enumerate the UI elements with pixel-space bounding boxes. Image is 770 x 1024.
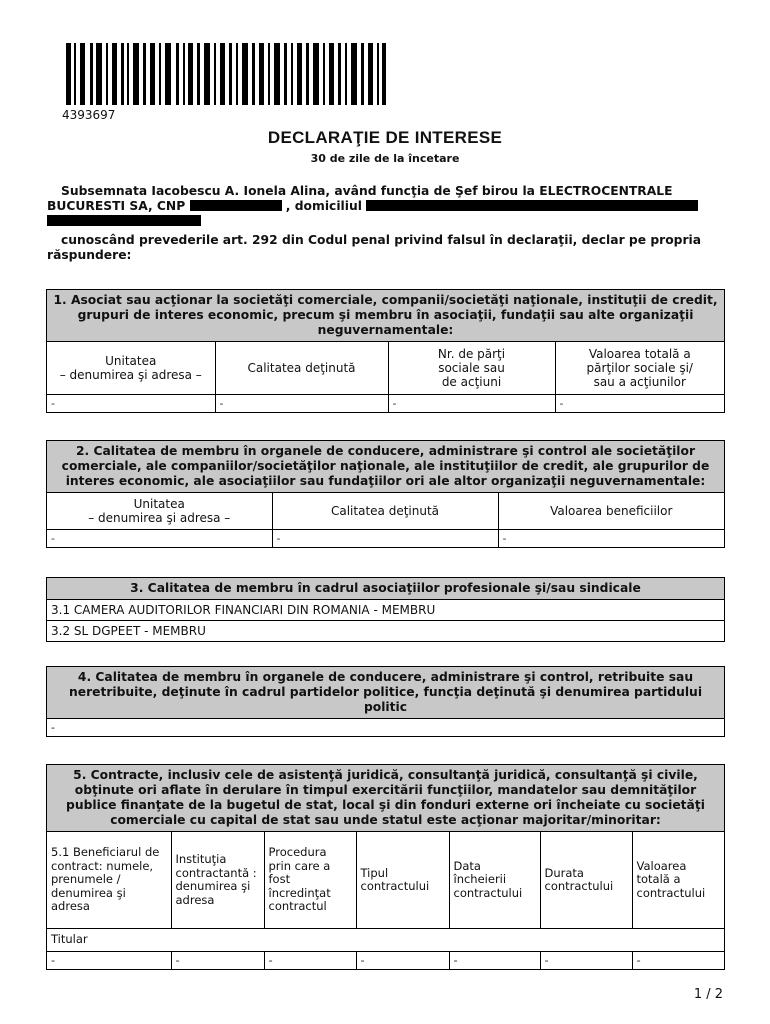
section-2-title: 2. Calitatea de membru în organele de conducere, administrare şi control ale societăţilor comerciale, ale companiilor/societăţilor naţionale, ale instituţiilor de credit, ale grupurilor de interes economic, ale asociaţiilor sau fundaţiilor ori ale altor organizaţii neguvernamentale: (47, 441, 724, 493)
s1-header-value-l2: părţilor sociale şi/ (586, 361, 693, 375)
s1-header-shares-l1: Nr. de părţi (437, 347, 506, 361)
s1-header-unit-l1: Unitatea (105, 354, 157, 368)
section-3 (46, 577, 725, 642)
s5-cell: - (632, 952, 724, 970)
section-2-table (47, 493, 724, 547)
s2-header-unit-l2: – denumirea şi adresa – (88, 511, 231, 525)
s1-cell: - (47, 395, 215, 413)
section-5-table (47, 832, 724, 969)
s5-cell: - (540, 952, 632, 970)
section-1 (46, 289, 725, 413)
redacted-address (366, 200, 698, 211)
s2-cell: - (47, 530, 272, 548)
s2-cell: - (498, 530, 724, 548)
s2-header-benefits: Valoarea beneficiilor (498, 493, 724, 530)
barcode-number: 4393697 (62, 108, 116, 122)
s2-cell: - (272, 530, 498, 548)
s5-titular-row: Titular (47, 929, 724, 952)
redacted-address-cont (47, 215, 201, 226)
s5-header-date: Data încheierii contractului (449, 832, 540, 929)
intro-line-3 (47, 214, 727, 229)
s2-header-unit-l1: Unitatea (133, 497, 185, 511)
s5-header-value: Valoarea totală a contractului (632, 832, 724, 929)
s5-header-type: Tipul contractului (356, 832, 449, 929)
s5-cell: - (171, 952, 264, 970)
s3-row: 3.2 SL DGPEET - MEMBRU (47, 620, 724, 641)
document-subtitle: 30 de zile de la încetare (310, 152, 460, 165)
section-5-title: 5. Contracte, inclusiv cele de asistenţă juridică, consultanţă juridică, consultanţă şi civile, obţinute ori aflate în derulare în timpul exercitării funcţiilor, mandatelor sau demnităţilor publice finanţate de la bugetul de stat, local şi din fonduri externe ori încheiate cu societăţi comerciale cu capital de stat sau unde statul este acţionar majoritar/minoritar: (47, 765, 724, 832)
s2-header-role: Calitatea deţinută (272, 493, 498, 530)
s5-header-procedure: Procedura prin care a fost încredinţat contractul (264, 832, 356, 929)
s1-cell: - (388, 395, 555, 413)
redacted-cnp (190, 200, 282, 211)
section-4 (46, 666, 725, 737)
s5-cell: - (356, 952, 449, 970)
intro-statement: cunoscând prevederile art. 292 din Codul penal privind falsul în declaraţii, declar pe propria răspundere: (47, 233, 702, 262)
section-1-table (47, 342, 724, 412)
s5-cell: - (47, 952, 171, 970)
document-title: DECLARAŢIE DE INTERESE (267, 128, 503, 147)
s1-header-shares-l3: de acţiuni (441, 375, 502, 389)
s1-header-unit (47, 342, 215, 395)
section-1-title: 1. Asociat sau acţionar la societăţi comerciale, companii/societăţi naţionale, instituţii de credit, grupuri de interes economic, precum şi membru în asociaţii, fundaţii sau alte organizaţii neguvernamentale: (47, 290, 724, 342)
s1-header-value-l1: Valoarea totală a (588, 347, 691, 361)
s5-header-institution: Instituţia contractantă : denumirea şi adresa (171, 832, 264, 929)
s1-header-value-l3: sau a acţiunilor (593, 375, 686, 389)
s1-header-unit-l2: – denumirea şi adresa – (59, 368, 202, 382)
barcode-image (66, 43, 386, 105)
page-number: 1 / 2 (693, 987, 723, 1002)
s3-row: 3.1 CAMERA AUDITORILOR FINANCIARI DIN ROMANIA - MEMBRU (51, 603, 436, 617)
s1-header-role: Calitatea deţinută (215, 342, 388, 395)
s5-cell: - (449, 952, 540, 970)
section-4-title: 4. Calitatea de membru în organele de conducere, administrare şi control, retribuite sau neretribuite, deţinute în cadrul partidelor politice, funcţia deţinută şi denumirea partidului politic (47, 667, 724, 719)
intro-line-1: Subsemnata Iacobescu A. Ionela Alina, având funcţia de Şef birou la ELECTROCENTRALE (61, 184, 673, 198)
intro-paragraph (47, 184, 727, 229)
s2-header-unit (47, 493, 272, 530)
section-3-title: 3. Calitatea de membru în cadrul asociaţiilor profesionale şi/sau sindicale (47, 578, 724, 600)
s1-cell: - (215, 395, 388, 413)
section-2 (46, 440, 725, 548)
intro-line-2a: BUCURESTI SA, CNP (47, 199, 186, 213)
s5-header-beneficiary: 5.1 Beneficiarul de contract: numele, prenumele / denumirea şi adresa (47, 832, 171, 929)
s4-cell: - (51, 721, 55, 734)
s1-header-value (555, 342, 724, 395)
s5-header-duration: Durata contractului (540, 832, 632, 929)
s1-header-shares (388, 342, 555, 395)
intro-line-2 (47, 199, 727, 214)
intro-line-2b: , domiciliul (285, 199, 362, 213)
s5-cell: - (264, 952, 356, 970)
section-5 (46, 764, 725, 970)
s1-header-shares-l2: sociale sau (438, 361, 505, 375)
s1-cell: - (555, 395, 724, 413)
